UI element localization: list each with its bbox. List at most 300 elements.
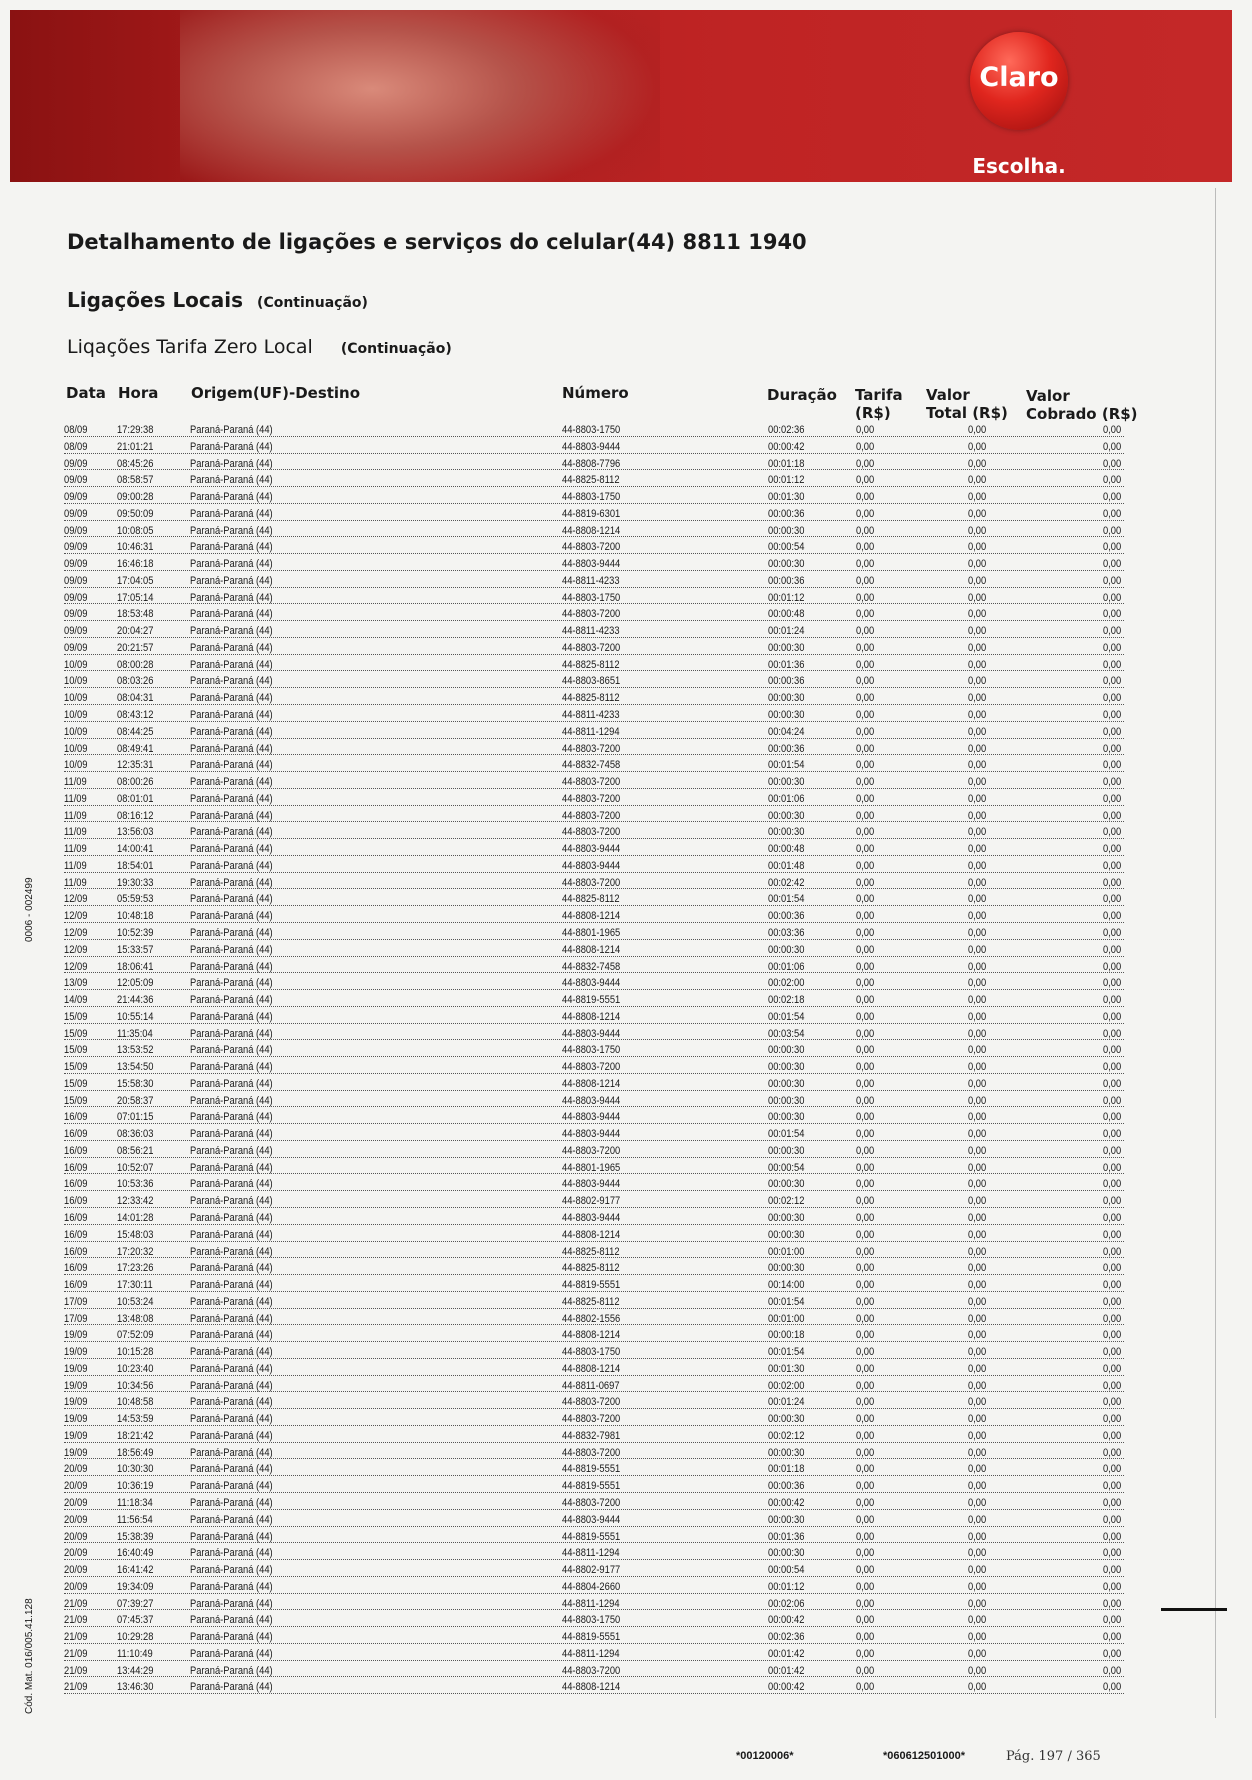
col-header-origem: Origem(UF)-Destino	[191, 384, 361, 402]
row-origin: Paraná-Paraná (44)	[190, 1362, 273, 1375]
row-date: 19/09	[64, 1362, 88, 1375]
row-number: 44-8808-1214	[562, 943, 621, 956]
row-tariff: 0,00	[856, 524, 875, 537]
row-number: 44-8803-7200	[562, 1396, 621, 1409]
table-row	[0, 1177, 1252, 1194]
row-charged: 0,00	[1103, 1178, 1122, 1191]
row-origin: Paraná-Paraná (44)	[190, 1329, 273, 1342]
row-time: 05:59:53	[117, 893, 154, 906]
table-row	[0, 1261, 1252, 1278]
row-date: 11/09	[64, 876, 87, 889]
row-time: 15:33:57	[117, 943, 154, 956]
row-date: 20/09	[64, 1530, 88, 1543]
row-duration: 00:00:30	[768, 943, 805, 956]
row-date: 16/09	[64, 1245, 88, 1258]
row-total: 0,00	[968, 1580, 987, 1593]
row-charged: 0,00	[1103, 742, 1122, 755]
table-row	[0, 1530, 1252, 1547]
row-total: 0,00	[968, 1597, 987, 1610]
row-time: 07:45:37	[117, 1614, 154, 1627]
row-charged: 0,00	[1103, 893, 1122, 906]
row-time: 18:54:01	[117, 859, 154, 872]
row-number: 44-8825-8112	[562, 893, 620, 906]
row-origin: Paraná-Paraná (44)	[190, 1178, 273, 1191]
row-number: 44-8803-9444	[562, 1027, 621, 1040]
row-charged: 0,00	[1103, 625, 1122, 638]
row-tariff: 0,00	[856, 1564, 875, 1577]
row-tariff: 0,00	[856, 424, 875, 436]
row-origin: Paraná-Paraná (44)	[190, 1245, 273, 1258]
row-time: 14:53:59	[117, 1413, 154, 1426]
row-tariff: 0,00	[856, 641, 875, 654]
row-charged: 0,00	[1103, 1262, 1122, 1275]
row-number: 44-8803-9444	[562, 977, 621, 990]
row-time: 08:04:31	[117, 692, 154, 705]
row-total: 0,00	[968, 625, 987, 638]
row-origin: Paraná-Paraná (44)	[190, 1027, 273, 1040]
table-row	[0, 473, 1252, 490]
row-time: 08:49:41	[117, 742, 154, 755]
table-row	[0, 1580, 1252, 1597]
row-tariff: 0,00	[856, 960, 875, 973]
row-duration: 00:00:30	[768, 1211, 805, 1224]
row-origin: Paraná-Paraná (44)	[190, 1279, 273, 1292]
row-time: 17:29:38	[117, 424, 154, 436]
row-total: 0,00	[968, 826, 987, 839]
row-origin: Paraná-Paraná (44)	[190, 424, 273, 436]
row-tariff: 0,00	[856, 541, 875, 554]
row-tariff: 0,00	[856, 826, 875, 839]
row-number: 44-8804-2660	[562, 1580, 621, 1593]
row-number: 44-8825-8112	[562, 1245, 620, 1258]
row-duration: 00:00:30	[768, 809, 805, 822]
row-date: 11/09	[64, 776, 87, 789]
page-number: Pág. 197 / 365	[1006, 1749, 1101, 1764]
row-date: 10/09	[64, 725, 88, 738]
row-total: 0,00	[968, 1245, 987, 1258]
row-duration: 00:00:18	[768, 1329, 805, 1342]
row-charged: 0,00	[1103, 641, 1122, 654]
row-charged: 0,00	[1103, 1128, 1122, 1141]
row-tariff: 0,00	[856, 507, 875, 520]
row-date: 09/09	[64, 641, 88, 654]
table-row	[0, 1395, 1252, 1412]
row-tariff: 0,00	[856, 1027, 875, 1040]
row-date: 16/09	[64, 1178, 88, 1191]
row-time: 08:36:03	[117, 1128, 154, 1141]
row-tariff: 0,00	[856, 675, 875, 688]
row-time: 10:30:30	[117, 1463, 154, 1476]
table-row	[0, 775, 1252, 792]
row-time: 19:34:09	[117, 1580, 154, 1593]
row-origin: Paraná-Paraná (44)	[190, 491, 273, 504]
row-time: 11:18:34	[117, 1497, 153, 1509]
row-duration: 00:00:30	[768, 641, 805, 654]
row-origin: Paraná-Paraná (44)	[190, 474, 273, 487]
row-time: 09:50:09	[117, 507, 154, 520]
row-time: 10:15:28	[117, 1346, 154, 1359]
table-row	[0, 1295, 1252, 1312]
row-charged: 0,00	[1103, 474, 1122, 487]
col-header-valor-cobrado-label: Valor	[1026, 387, 1070, 405]
row-duration: 00:00:30	[768, 558, 805, 571]
row-duration: 00:00:54	[768, 1564, 805, 1577]
row-origin: Paraná-Paraná (44)	[190, 1429, 273, 1442]
row-origin: Paraná-Paraná (44)	[190, 1094, 273, 1107]
row-date: 20/09	[64, 1463, 88, 1476]
row-charged: 0,00	[1103, 491, 1122, 504]
row-duration: 00:01:12	[768, 474, 805, 487]
section-heading	[67, 288, 368, 312]
table-row	[0, 1027, 1252, 1044]
row-tariff: 0,00	[856, 1211, 875, 1224]
table-row	[0, 1513, 1252, 1530]
table-row	[0, 976, 1252, 993]
row-total: 0,00	[968, 692, 987, 705]
row-origin: Paraná-Paraná (44)	[190, 792, 273, 805]
header-banner	[10, 10, 1232, 182]
row-time: 17:23:26	[117, 1262, 154, 1275]
row-tariff: 0,00	[856, 1262, 875, 1275]
row-total: 0,00	[968, 1413, 987, 1426]
row-charged: 0,00	[1103, 1664, 1122, 1677]
row-total: 0,00	[968, 1228, 987, 1241]
row-date: 16/09	[64, 1279, 88, 1292]
row-charged: 0,00	[1103, 1312, 1122, 1325]
row-duration: 00:00:30	[768, 1413, 805, 1426]
table-row	[0, 892, 1252, 909]
table-row	[0, 457, 1252, 474]
row-time: 07:52:09	[117, 1329, 154, 1342]
row-tariff: 0,00	[856, 1178, 875, 1191]
row-charged: 0,00	[1103, 1077, 1122, 1090]
row-time: 10:46:31	[117, 541, 154, 554]
row-number: 44-8801-1965	[562, 926, 621, 939]
row-origin: Paraná-Paraná (44)	[190, 1161, 273, 1174]
row-time: 13:48:08	[117, 1312, 154, 1325]
row-charged: 0,00	[1103, 507, 1122, 520]
row-total: 0,00	[968, 1614, 987, 1627]
row-origin: Paraná-Paraná (44)	[190, 1346, 273, 1359]
row-tariff: 0,00	[856, 625, 875, 638]
row-origin: Paraná-Paraná (44)	[190, 1077, 273, 1090]
row-date: 17/09	[64, 1312, 88, 1325]
row-origin: Paraná-Paraná (44)	[190, 977, 273, 990]
row-tariff: 0,00	[856, 1446, 875, 1459]
row-time: 11:56:54	[117, 1513, 153, 1526]
table-row	[0, 691, 1252, 708]
row-number: 44-8803-7200	[562, 641, 621, 654]
row-time: 07:01:15	[117, 1111, 154, 1124]
row-tariff: 0,00	[856, 1245, 875, 1258]
row-charged: 0,00	[1103, 1329, 1122, 1342]
table-row	[0, 440, 1252, 457]
row-number: 44-8801-1965	[562, 1161, 621, 1174]
row-tariff: 0,00	[856, 1329, 875, 1342]
row-origin: Paraná-Paraná (44)	[190, 1530, 273, 1543]
row-date: 21/09	[64, 1681, 88, 1694]
table-row	[0, 1278, 1252, 1295]
subsection-continuation: (Continuação)	[340, 341, 452, 357]
row-duration: 00:01:00	[768, 1312, 805, 1325]
row-date: 12/09	[64, 926, 88, 939]
row-charged: 0,00	[1103, 558, 1122, 571]
row-duration: 00:00:36	[768, 910, 805, 923]
row-origin: Paraná-Paraná (44)	[190, 641, 273, 654]
row-origin: Paraná-Paraná (44)	[190, 1396, 273, 1409]
row-time: 13:44:29	[117, 1664, 154, 1677]
row-origin: Paraná-Paraná (44)	[190, 1061, 273, 1074]
row-total: 0,00	[968, 1161, 987, 1174]
row-origin: Paraná-Paraná (44)	[190, 658, 273, 671]
row-tariff: 0,00	[856, 1631, 875, 1644]
row-origin: Paraná-Paraná (44)	[190, 1211, 273, 1224]
row-date: 21/09	[64, 1647, 88, 1660]
table-row	[0, 1194, 1252, 1211]
row-charged: 0,00	[1103, 1647, 1122, 1660]
row-total: 0,00	[968, 1044, 987, 1057]
row-time: 10:48:18	[117, 910, 154, 923]
row-total: 0,00	[968, 658, 987, 671]
row-total: 0,00	[968, 1664, 987, 1677]
row-charged: 0,00	[1103, 574, 1122, 587]
row-date: 21/09	[64, 1631, 88, 1644]
row-number: 44-8808-1214	[562, 1010, 621, 1023]
row-number: 44-8819-5551	[562, 994, 621, 1007]
row-total: 0,00	[968, 809, 987, 822]
row-charged: 0,00	[1103, 1530, 1122, 1543]
row-duration: 00:02:42	[768, 876, 805, 889]
row-tariff: 0,00	[856, 1580, 875, 1593]
row-duration: 00:01:18	[768, 457, 805, 470]
row-time: 15:38:39	[117, 1530, 154, 1543]
row-tariff: 0,00	[856, 709, 875, 722]
row-date: 16/09	[64, 1262, 88, 1275]
row-duration: 00:00:48	[768, 843, 805, 856]
row-time: 10:23:40	[117, 1362, 154, 1375]
row-charged: 0,00	[1103, 692, 1122, 705]
row-total: 0,00	[968, 1513, 987, 1526]
row-charged: 0,00	[1103, 1463, 1122, 1476]
row-number: 44-8803-7200	[562, 826, 621, 839]
row-duration: 00:01:42	[768, 1647, 805, 1660]
brand-tagline: Escolha.	[972, 154, 1066, 178]
document-title: Detalhamento de ligações e serviços do celular(44) 8811 1940	[67, 230, 807, 254]
row-charged: 0,00	[1103, 1295, 1122, 1308]
row-charged: 0,00	[1103, 994, 1122, 1007]
row-date: 09/09	[64, 541, 88, 554]
row-origin: Paraná-Paraná (44)	[190, 960, 273, 973]
row-charged: 0,00	[1103, 1144, 1122, 1157]
row-tariff: 0,00	[856, 859, 875, 872]
row-origin: Paraná-Paraná (44)	[190, 675, 273, 688]
row-total: 0,00	[968, 1178, 987, 1191]
row-duration: 00:01:54	[768, 1295, 805, 1308]
row-origin: Paraná-Paraná (44)	[190, 742, 273, 755]
row-time: 18:56:49	[117, 1446, 154, 1459]
row-charged: 0,00	[1103, 608, 1122, 621]
row-total: 0,00	[968, 474, 987, 487]
row-duration: 00:01:24	[768, 1396, 805, 1409]
row-date: 15/09	[64, 1094, 88, 1107]
row-duration: 00:00:36	[768, 1480, 805, 1493]
row-date: 19/09	[64, 1379, 88, 1392]
row-duration: 00:00:30	[768, 1178, 805, 1191]
row-tariff: 0,00	[856, 977, 875, 990]
row-tariff: 0,00	[856, 1597, 875, 1610]
row-tariff: 0,00	[856, 1094, 875, 1107]
row-tariff: 0,00	[856, 1111, 875, 1124]
col-header-valor-cobrado-unit: Cobrado (R$)	[1026, 405, 1138, 423]
row-origin: Paraná-Paraná (44)	[190, 893, 273, 906]
row-tariff: 0,00	[856, 440, 875, 453]
row-duration: 00:00:30	[768, 1144, 805, 1157]
row-duration: 00:01:30	[768, 1362, 805, 1375]
row-date: 20/09	[64, 1580, 88, 1593]
row-time: 08:58:57	[117, 474, 154, 487]
row-total: 0,00	[968, 1312, 987, 1325]
row-number: 44-8832-7458	[562, 960, 621, 973]
row-number: 44-8803-7200	[562, 792, 621, 805]
table-row	[0, 1412, 1252, 1429]
table-row	[0, 1379, 1252, 1396]
row-date: 08/09	[64, 440, 88, 453]
row-charged: 0,00	[1103, 1044, 1122, 1057]
table-row	[0, 708, 1252, 725]
row-tariff: 0,00	[856, 725, 875, 738]
row-time: 21:44:36	[117, 994, 154, 1007]
row-date: 20/09	[64, 1564, 88, 1577]
row-time: 10:52:07	[117, 1161, 154, 1174]
row-charged: 0,00	[1103, 1211, 1122, 1224]
row-duration: 00:00:30	[768, 1111, 805, 1124]
row-date: 09/09	[64, 574, 88, 587]
table-row	[0, 876, 1252, 893]
col-header-hora: Hora	[118, 384, 159, 402]
row-number: 44-8811-1294	[562, 1647, 620, 1660]
row-time: 17:30:11	[117, 1279, 153, 1292]
section-label: Ligações Locais	[67, 288, 244, 312]
row-charged: 0,00	[1103, 960, 1122, 973]
row-total: 0,00	[968, 943, 987, 956]
row-total: 0,00	[968, 1497, 987, 1509]
row-tariff: 0,00	[856, 1295, 875, 1308]
row-time: 18:06:41	[117, 960, 154, 973]
table-row	[0, 1446, 1252, 1463]
table-row	[0, 1328, 1252, 1345]
row-time: 08:01:01	[117, 792, 154, 805]
row-origin: Paraná-Paraná (44)	[190, 1228, 273, 1241]
col-header-tarifa	[855, 386, 903, 422]
row-charged: 0,00	[1103, 1245, 1122, 1258]
side-material-code: Cód. Mat. 016/005.41.128	[24, 1598, 35, 1714]
side-code: 0006 - 002499	[24, 877, 35, 942]
row-charged: 0,00	[1103, 541, 1122, 554]
row-time: 10:53:24	[117, 1295, 154, 1308]
table-row	[0, 1597, 1252, 1614]
row-total: 0,00	[968, 910, 987, 923]
row-charged: 0,00	[1103, 1580, 1122, 1593]
table-row	[0, 842, 1252, 859]
section-continuation: (Continuação)	[257, 295, 368, 311]
row-number: 44-8803-9444	[562, 1178, 621, 1191]
row-tariff: 0,00	[856, 1429, 875, 1442]
row-total: 0,00	[968, 776, 987, 789]
row-date: 09/09	[64, 491, 88, 504]
row-charged: 0,00	[1103, 725, 1122, 738]
row-number: 44-8808-1214	[562, 1077, 621, 1090]
row-origin: Paraná-Paraná (44)	[190, 1580, 273, 1593]
row-origin: Paraná-Paraná (44)	[190, 1312, 273, 1325]
row-origin: Paraná-Paraná (44)	[190, 1379, 273, 1392]
row-tariff: 0,00	[856, 1061, 875, 1074]
row-date: 16/09	[64, 1228, 88, 1241]
row-charged: 0,00	[1103, 440, 1122, 453]
row-total: 0,00	[968, 558, 987, 571]
row-duration: 00:00:30	[768, 709, 805, 722]
right-margin-rule	[1215, 188, 1216, 1718]
row-number: 44-8811-1294	[562, 1597, 620, 1610]
row-tariff: 0,00	[856, 943, 875, 956]
table-row	[0, 792, 1252, 809]
table-row	[0, 607, 1252, 624]
row-tariff: 0,00	[856, 1195, 875, 1208]
row-tariff: 0,00	[856, 1077, 875, 1090]
row-origin: Paraná-Paraná (44)	[190, 843, 273, 856]
row-time: 11:35:04	[117, 1027, 153, 1040]
claro-logo	[970, 32, 1068, 130]
row-origin: Paraná-Paraná (44)	[190, 1647, 273, 1660]
row-tariff: 0,00	[856, 1413, 875, 1426]
row-duration: 00:02:06	[768, 1597, 805, 1610]
row-time: 08:00:28	[117, 658, 154, 671]
row-origin: Paraná-Paraná (44)	[190, 1547, 273, 1560]
row-charged: 0,00	[1103, 843, 1122, 856]
row-time: 08:00:26	[117, 776, 154, 789]
row-date: 16/09	[64, 1144, 88, 1157]
row-number: 44-8803-7200	[562, 1413, 621, 1426]
row-origin: Paraná-Paraná (44)	[190, 524, 273, 537]
row-number: 44-8803-7200	[562, 541, 621, 554]
row-duration: 00:04:24	[768, 725, 805, 738]
row-number: 44-8803-9444	[562, 843, 621, 856]
row-total: 0,00	[968, 1211, 987, 1224]
row-time: 14:01:28	[117, 1211, 154, 1224]
row-date: 21/09	[64, 1664, 88, 1677]
row-time: 10:29:28	[117, 1631, 154, 1644]
row-date: 20/09	[64, 1480, 88, 1493]
row-origin: Paraná-Paraná (44)	[190, 1597, 273, 1610]
row-time: 20:21:57	[117, 641, 154, 654]
row-duration: 00:01:06	[768, 792, 805, 805]
row-number: 44-8803-7200	[562, 1446, 621, 1459]
row-charged: 0,00	[1103, 1061, 1122, 1074]
table-row	[0, 859, 1252, 876]
row-charged: 0,00	[1103, 1480, 1122, 1493]
table-row	[0, 993, 1252, 1010]
row-origin: Paraná-Paraná (44)	[190, 1010, 273, 1023]
row-tariff: 0,00	[856, 574, 875, 587]
table-row	[0, 658, 1252, 675]
row-total: 0,00	[968, 574, 987, 587]
row-charged: 0,00	[1103, 524, 1122, 537]
row-duration: 00:02:12	[768, 1195, 805, 1208]
row-origin: Paraná-Paraná (44)	[190, 574, 273, 587]
row-charged: 0,00	[1103, 1547, 1122, 1560]
row-origin: Paraná-Paraná (44)	[190, 910, 273, 923]
row-number: 44-8808-7796	[562, 457, 621, 470]
row-date: 11/09	[64, 826, 87, 839]
